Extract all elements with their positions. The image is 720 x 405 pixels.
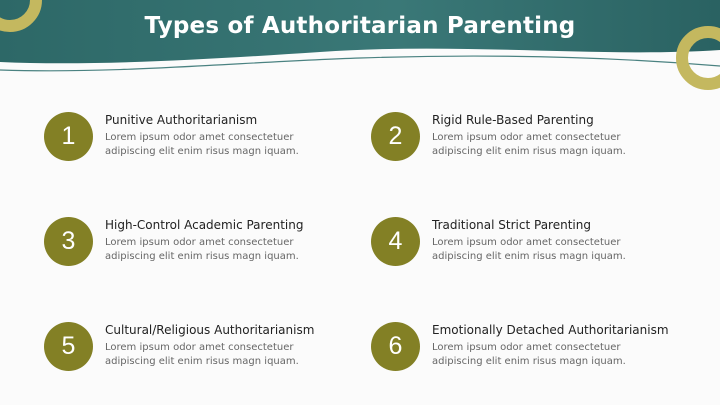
- number-badge: 5: [44, 322, 93, 371]
- item-title: High-Control Academic Parenting: [105, 218, 304, 232]
- item-description: Lorem ipsum odor amet consectetuer adipiscing elit enim risus magn iquam.: [105, 132, 299, 157]
- item-description: Lorem ipsum odor amet consectetuer adipiscing elit enim risus magn iquam.: [105, 342, 299, 367]
- item-title: Cultural/Religious Authoritarianism: [105, 323, 315, 337]
- item-title: Traditional Strict Parenting: [432, 218, 591, 232]
- item-description: Lorem ipsum odor amet consectetuer adipiscing elit enim risus magn iquam.: [432, 237, 626, 262]
- item-title: Punitive Authoritarianism: [105, 113, 258, 127]
- list-item-2: [371, 112, 701, 172]
- item-description: Lorem ipsum odor amet consectetuer adipiscing elit enim risus magn iquam.: [105, 237, 299, 262]
- number-badge: 3: [44, 217, 93, 266]
- item-description: Lorem ipsum odor amet consectetuer adipiscing elit enim risus magn iquam.: [432, 342, 626, 367]
- number-badge: 2: [371, 112, 420, 161]
- number-badge: 6: [371, 322, 420, 371]
- item-description: Lorem ipsum odor amet consectetuer adipiscing elit enim risus magn iquam.: [432, 132, 626, 157]
- list-item-5: [44, 322, 374, 382]
- number-badge: 1: [44, 112, 93, 161]
- item-title: Rigid Rule-Based Parenting: [432, 113, 594, 127]
- slide-title: Types of Authoritarian Parenting: [144, 13, 576, 39]
- list-item-1: [44, 112, 374, 172]
- list-item-4: [371, 217, 701, 277]
- list-item-3: [44, 217, 374, 277]
- number-badge: 4: [371, 217, 420, 266]
- item-title: Emotionally Detached Authoritarianism: [432, 323, 669, 337]
- list-item-6: [371, 322, 701, 382]
